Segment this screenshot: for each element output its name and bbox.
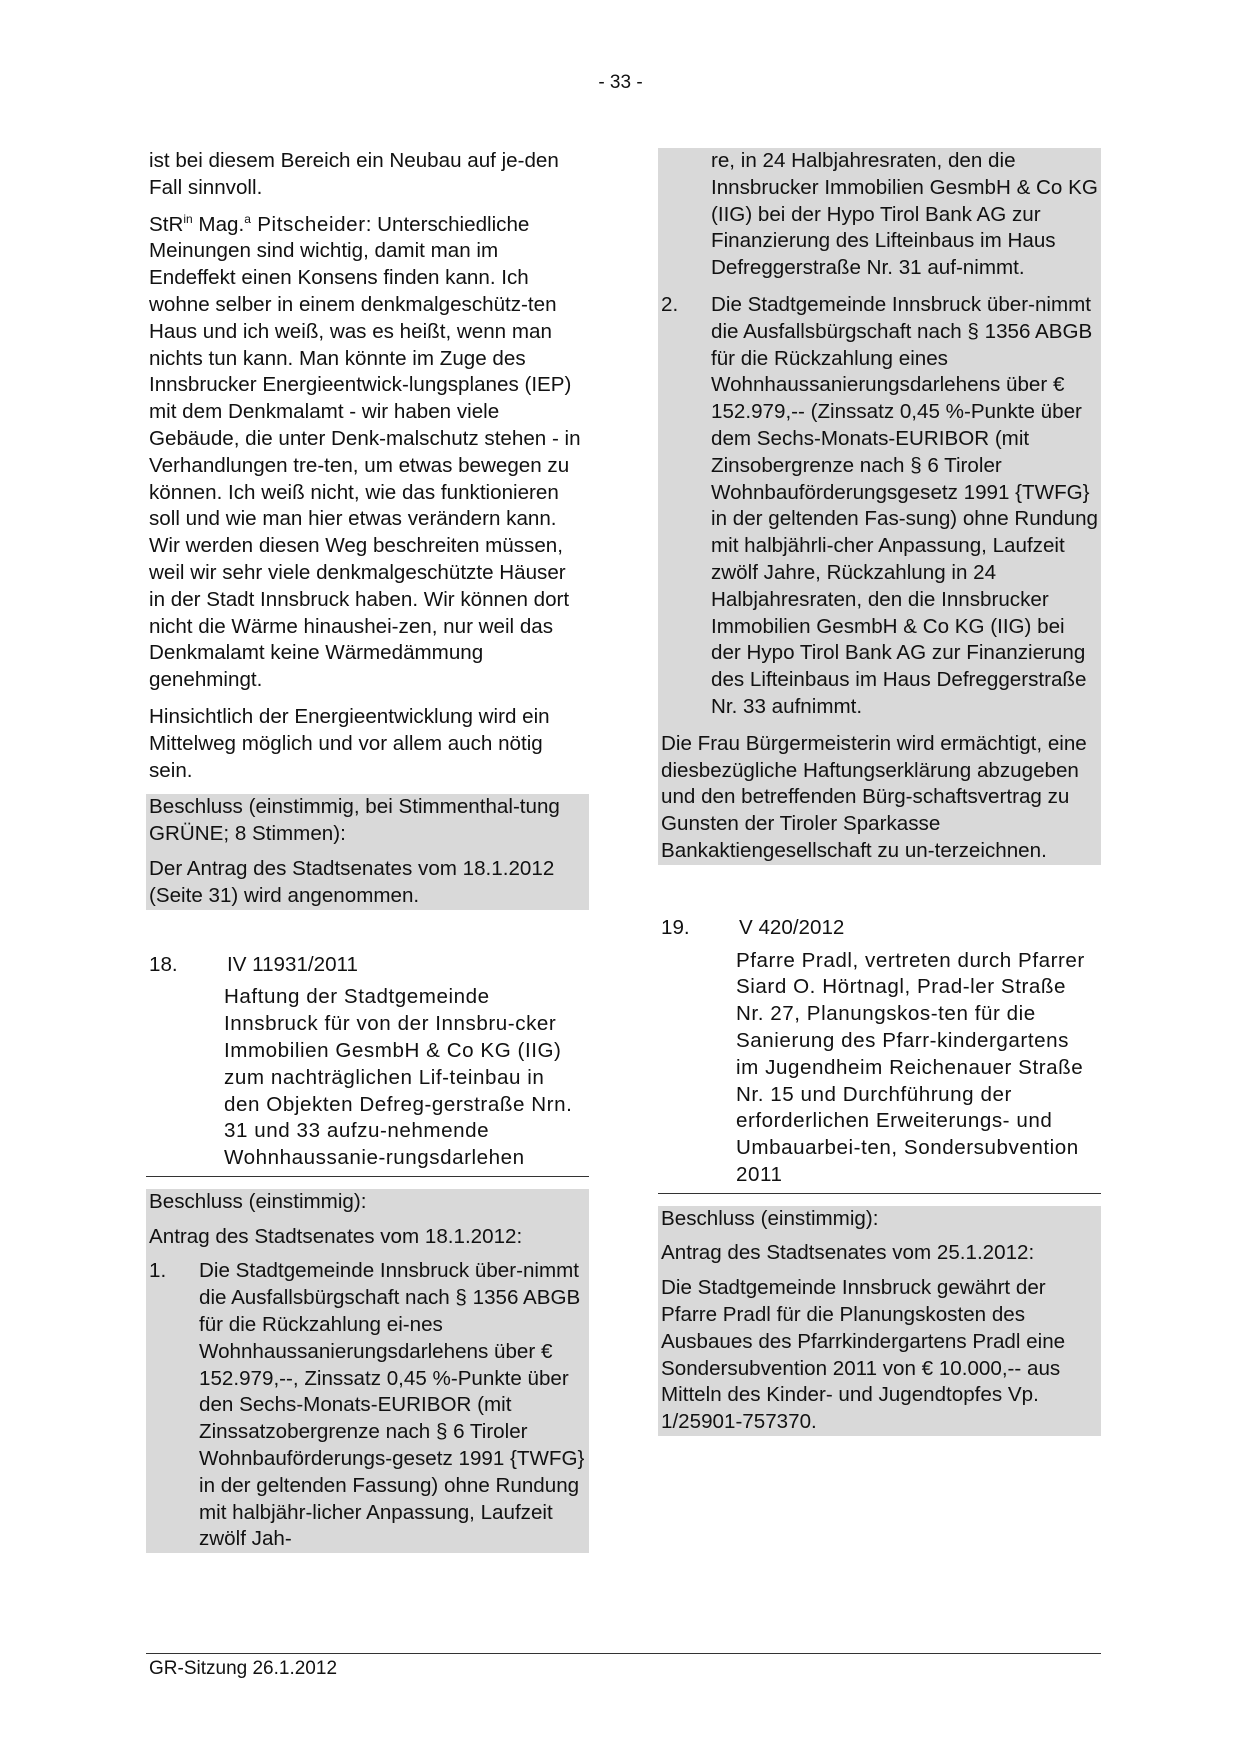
speaker-name: Pitscheider (250, 212, 366, 236)
decision-heading: Beschluss (einstimmig, bei Stimmenthal-tung GRÜNE; 8 Stimmen): (149, 795, 560, 846)
list-number: 1. (149, 1259, 167, 1283)
decision-block-2 (146, 1189, 589, 1553)
agenda-item-19 (658, 915, 1101, 942)
footer-divider (146, 1653, 1101, 1654)
decision-text: Der Antrag des Stadtsenates vom 18.1.2012 (Seite 31) wird angenommen. (149, 856, 555, 907)
agenda-title: Haftung der Stadtgemeinde Innsbruck für von der Innsbru-cker Immobilien GesmbH & Co KG (IIG) zum nachträglichen Lif-teinbau in den Objekten Defreg-gerstraße Nrn. 31 und 33 aufzu-nehmende Wohnhaussanie-rungsdarlehen (146, 984, 589, 1177)
list-text: Die Stadtgemeinde Innsbruck über-nimmt die Ausfallsbürgschaft nach § 1356 ABGB für die Rückzahlung eines Wohnhaussanierungsdarlehens über € 152.979,-- (Zinssatz 0,45 %-Punkte über dem Sechs-Monats-EURIBOR (mit Zinsobergrenze nach § 6 Tiroler Wohnbauförderungsgesetz 1991 {TWFG} in der geltenden Fas-sung) ohne Rundung mit halbjährli-cher Anpassung, Laufzeit zwölf Jahre, Rückzahlung in 24 Halbjahresraten, den die Innsbrucker Immobilien GesmbH & Co KG (IIG) bei der Hypo Tirol Bank AG zur Finanzierung des Lifteinbaus im Haus Defreggerstraße Nr. 33 aufnimmt. (711, 292, 1098, 718)
motion-heading: Antrag des Stadtsenates vom 25.1.2012: (661, 1241, 1035, 1265)
left-column (146, 148, 589, 1553)
decision-heading: Beschluss (einstimmig): (149, 1189, 367, 1213)
list-number: 2. (661, 292, 679, 316)
list-item-2 (658, 292, 1101, 721)
paragraph-energy: Hinsichtlich der Energieentwicklung wird ein Mittelweg möglich und vor allem auch nötig sein. (149, 704, 550, 782)
authorization-text: Die Frau Bürgermeisterin wird ermächtigt, eine diesbezügliche Haftungserklärung abzugeben und den betreffenden Bürg-schaftsvertrag zu Gunsten der Tiroler Sparkasse Bankaktiengesellschaft zu un-terzeichnen. (661, 731, 1087, 862)
agenda-reference: IV 11931/2011 (227, 952, 358, 976)
footer-text: GR-Sitzung 26.1.2012 (149, 1658, 338, 1679)
motion-heading: Antrag des Stadtsenates vom 18.1.2012: (149, 1224, 523, 1248)
decision-text: Die Stadtgemeinde Innsbruck gewährt der Pfarre Pradl für die Planungskosten des Ausbaues des Pfarrkindergartens Pradl eine Sondersubvention 2011 von € 10.000,-- aus Mitteln des Kinder- und Jugendtopfes Vp. 1/25901-757370. (661, 1276, 1066, 1434)
decision-heading: Beschluss (einstimmig): (661, 1206, 879, 1230)
decision-block-3 (658, 1206, 1101, 1436)
agenda-title: Pfarre Pradl, vertreten durch Pfarrer Siard O. Hörtnagl, Prad-ler Straße Nr. 27, Planungskos-ten für die Sanierung des Pfarr-kindergartens im Jugendheim Reichenauer Straße Nr. 15 und Durchführung der erforderlichen Erweiterungs- und Umbauarbei-ten, Sondersubvention 2011 (658, 948, 1101, 1194)
decision-continuation (658, 148, 1101, 865)
decision-block-1 (146, 794, 589, 909)
paragraph-intro: ist bei diesem Bereich ein Neubau auf je-den Fall sinnvoll. (149, 149, 559, 199)
list-continuation: re, in 24 Halbjahresraten, den die Innsbrucker Immobilien GesmbH & Co KG (IIG) bei der Hypo Tirol Bank AG zur Finanzierung des Lifteinbaus im Haus Defreggerstraße Nr. 31 auf-nimmt. (711, 149, 1098, 280)
list-item-1 (146, 1258, 589, 1553)
speaker-title: StR (149, 212, 184, 236)
right-column (658, 148, 1101, 1436)
agenda-reference: V 420/2012 (739, 915, 845, 939)
agenda-number: 18. (149, 952, 178, 976)
speaker-paragraph: StR$^{in}$ Mag.$^a$ Pitscheider: Unterschiedliche Meinungen sind wichtig, damit man im Endeffekt einen Konsens finden kann. Ich wohne selber in einem denkmalgeschütz-ten Haus und ich weiß, was es heißt, wenn man nichts tun kann. Man könnte im Zuge des Innsbrucker Energieentwick-lungsplanes (IEP) mit dem Denkmalamt - wir haben viele Gebäude, die unter Denk-malschutz stehen - in Verhandlungen tre-ten, um etwas bewegen zu können. Ich weiß nicht, wie das funktionieren soll und wie man hier etwas verändern kann. Wir werden diesen Weg beschreiten müssen, weil wir sehr viele denkmalgeschützte Häuser in der Stadt Innsbruck haben. Wir können dort nicht die Wärme hinaushei-zen, nur weil das Denkmalamt keine Wärmedämmung genehmingt. (149, 211, 581, 692)
list-text: Die Stadtgemeinde Innsbruck über-nimmt die Ausfallsbürgschaft nach § 1356 ABGB für die Rückzahlung ei-nes Wohnhaussanierungsdarlehens über € 152.979,--, Zinssatz 0,45 %-Punkte über den Sechs-Monats-EURIBOR (mit Zinssatzobergrenze nach § 6 Tiroler Wohnbauförderungs-gesetz 1991 {TWFG} in der geltenden Fassung) ohne Rundung mit halbjähr-licher Anpassung, Laufzeit zwölf Jah- (199, 1259, 585, 1551)
agenda-item-18 (146, 952, 589, 979)
page-number: - 33 - (598, 72, 643, 93)
agenda-number: 19. (661, 915, 690, 939)
